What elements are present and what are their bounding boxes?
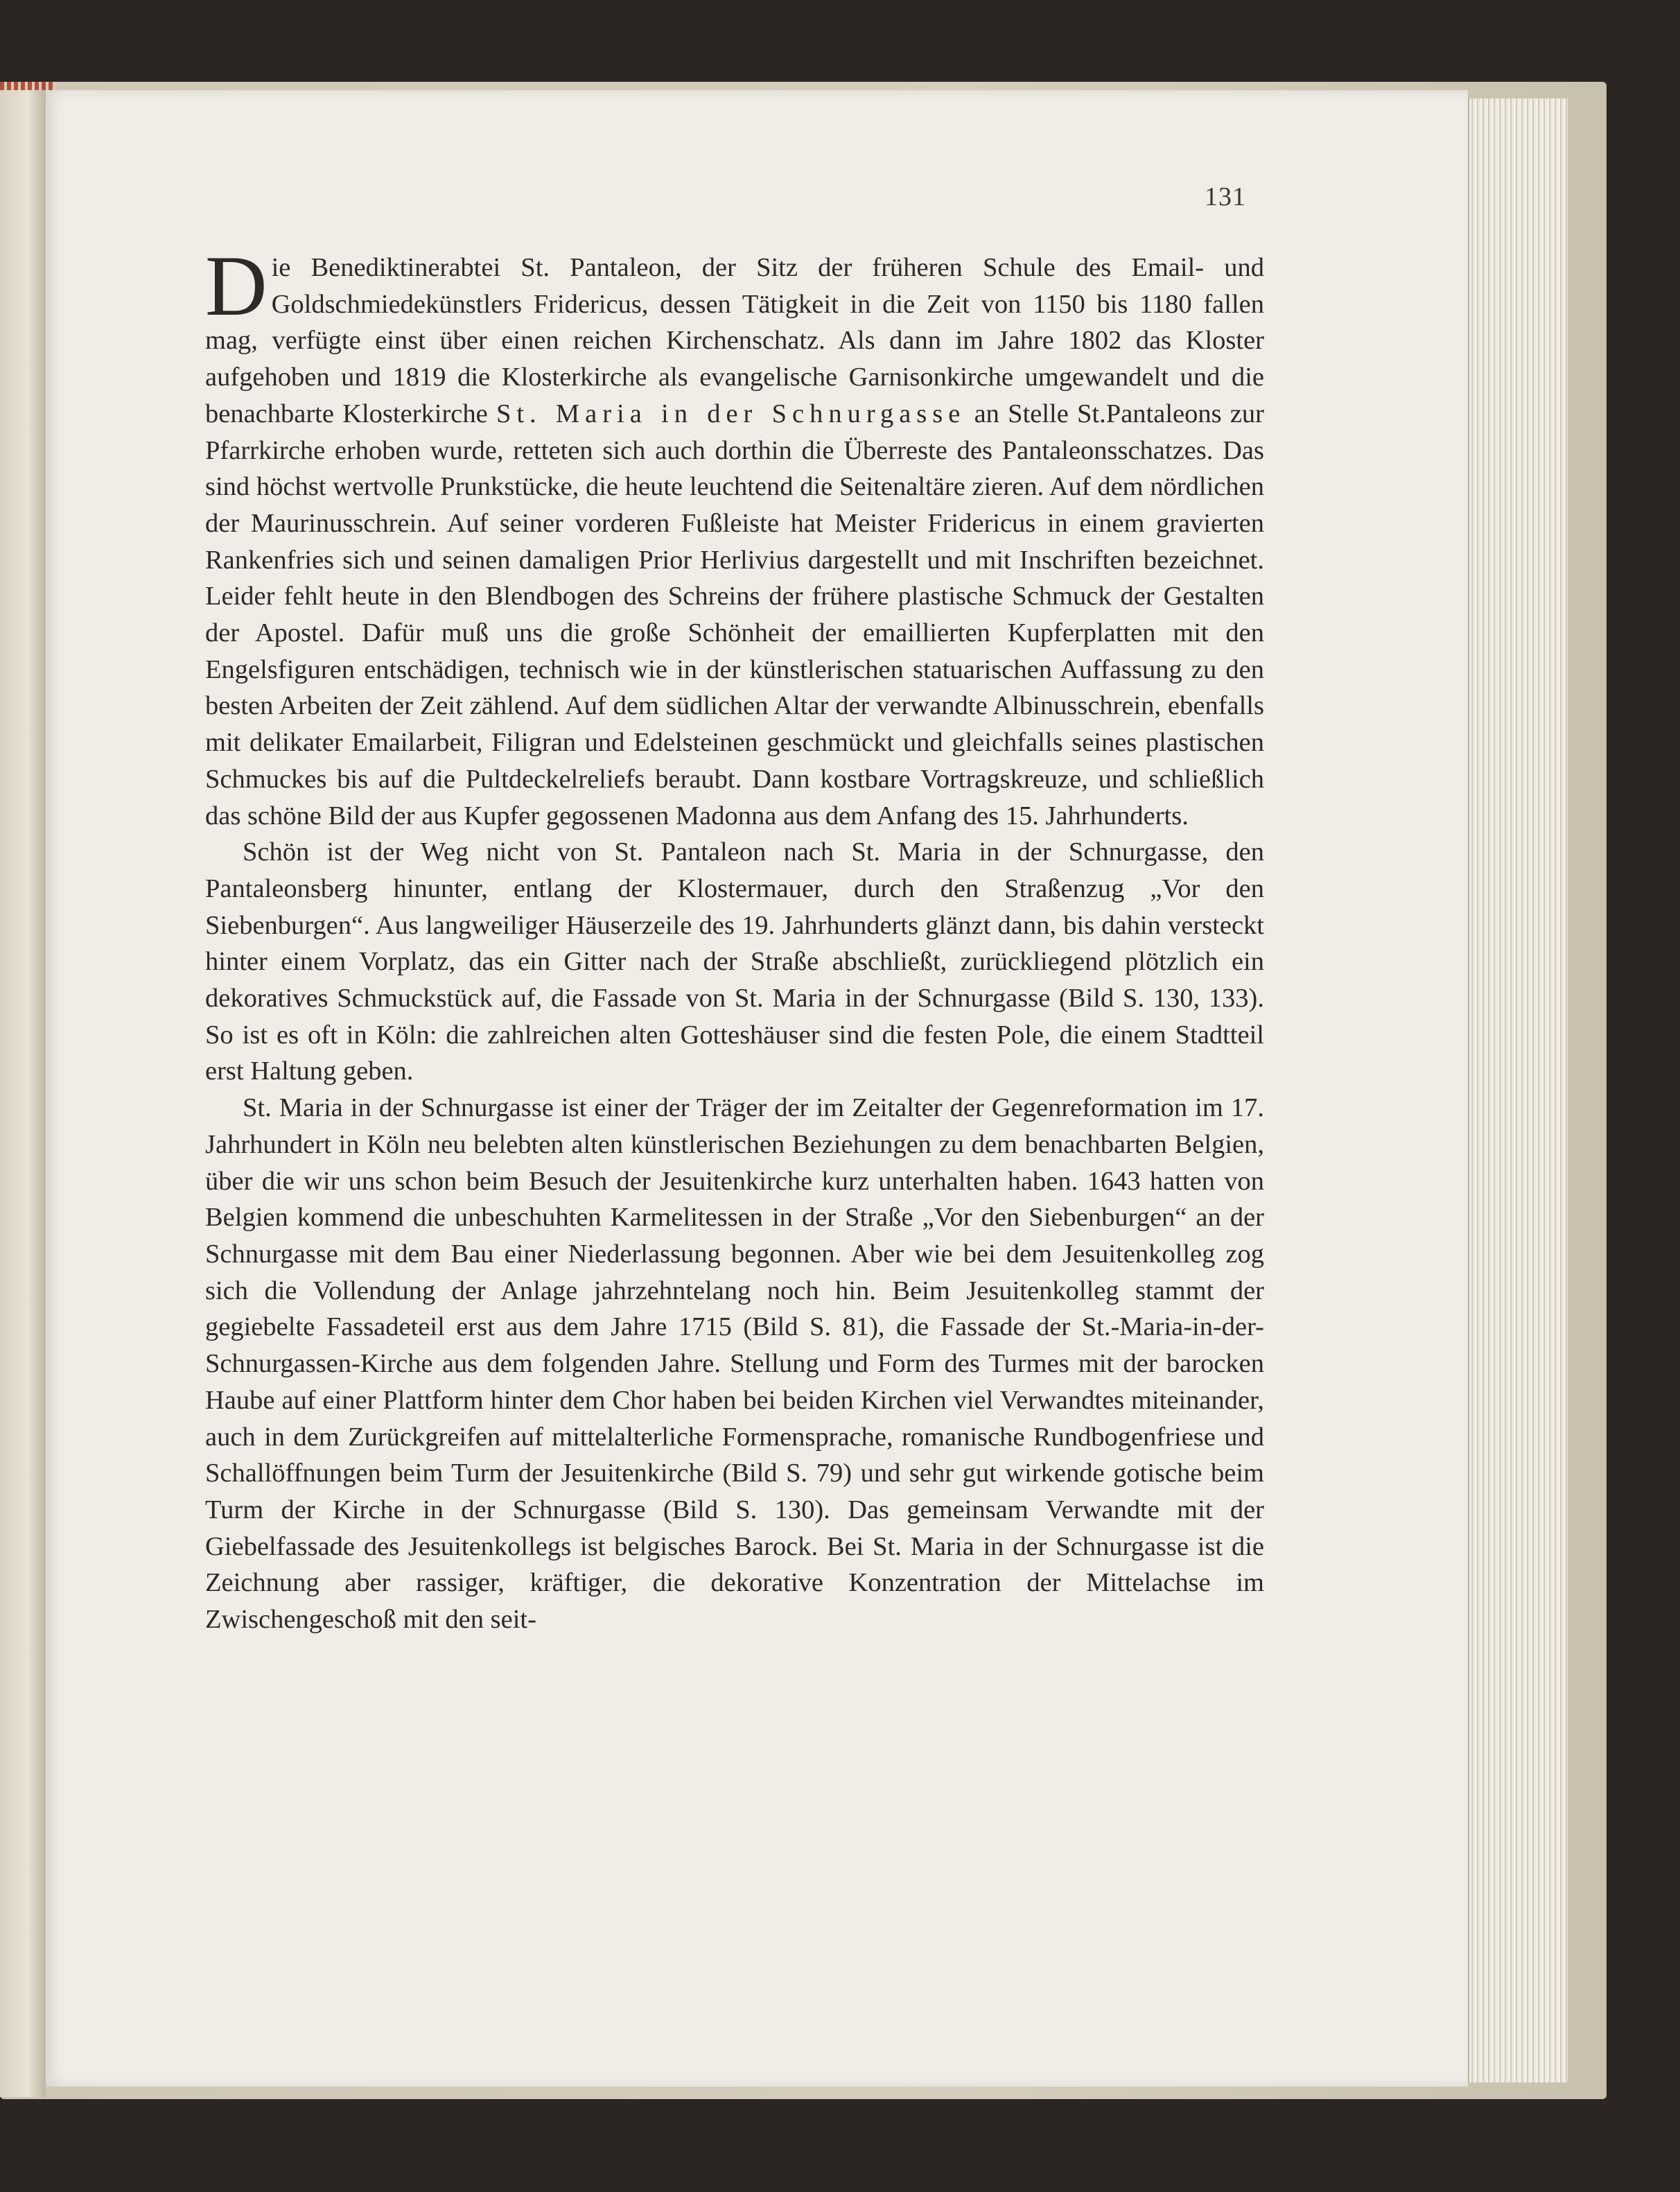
paragraph-text: ie Benediktinerabtei St. Pantaleon, der Sitz der früheren Schule des Email- und Goldschmiedekünstlers Fridericus, dessen Tätigkeit in die Zeit von 1150 bis 1180 fallen mag, verfügte einst über einen reichen Kirchenschatz. Als dann im Jahre 1802 das Kloster aufgehoben und 1819 die Klosterkirche als evangelische Garnisonkirche umgewandelt und die benachbarte Klosterkirche — [205, 253, 1264, 428]
paragraph: St. Maria in der Schnurgasse ist einer der Träger der im Zeitalter der Gegenreformation im 17. Jahrhundert in Köln neu belebten alten künstlerischen Beziehungen zu dem benachbarten Belgien, über die wir uns schon beim Besuch der Jesuitenkirche kurz unterhalten haben. 1643 hatten von Belgien kommend die unbeschuhten Karmelitessen in der Straße „Vor den Siebenburgen“ an der Schnurgasse mit dem Bau einer Niederlassung begonnen. Aber wie bei dem Jesuitenkolleg zog sich die Vollendung der Anlage jahrzehntelang noch hin. Beim Jesuitenkolleg stammt der gegiebelte Fassadeteil erst aus dem Jahre 1715 (Bild S. 81), die Fassade der St.-Maria-in-der-Schnurgassen-Kirche aus dem folgenden Jahre. Stellung und Form des Turmes mit der barocken Haube auf einer Plattform hinter dem Chor haben bei beiden Kirchen viel Verwandtes miteinander, auch in dem Zurückgreifen auf mittelalterliche Formensprache, romanische Rundbogenfriese und Schallöffnungen beim Turm der Jesuitenkirche (Bild S. 79) und sehr gut wirkende gotische beim Turm der Kirche in der Schnurgasse (Bild S. 130). Das gemeinsam Verwandte mit der Giebelfassade des Jesuitenkollegs ist belgisches Barock. Bei St. Maria in der Schnurgasse ist die Zeichnung aber rassiger, kräftiger, die dekorative Konzentration der Mittelachse im Zwischengeschoß mit den seit- — [205, 1093, 1264, 1635]
paragraph-text: an Stelle St.Pantaleons zur Pfarrkirche erhoben wurde, retteten sich auch dorthin die Überreste des Pantaleonsschatzes. Das sind höchst wertvolle Prunkstücke, die heute leuchtend die Seitenaltäre zieren. Auf dem nördlichen der Maurinusschrein. Auf seiner vorderen Fußleiste hat Meister Fridericus in einem gravierten Rankenfries sich und seinen damaligen Prior Herlivius dargestellt und mit Inschriften bezeichnet. Leider fehlt heute in den Blendbogen des Schreins der frühere plastische Schmuck der Gestalten der Apostel. Dafür muß uns die große Schönheit der emaillierten Kupferplatten mit den Engelsfiguren entschädigen, technisch wie in der künstlerischen statuarischen Auffassung zu den besten Arbeiten der Zeit zählend. Auf dem südlichen Altar der verwandte Albinusschrein, ebenfalls mit delikater Emailarbeit, Filigran und Edelsteinen geschmückt und gleichfalls seines plastischen Schmuckes bis auf die Pultdeckelreliefs beraubt. Dann kostbare Vortragskreuze, und schließlich das schöne Bild der aus Kupfer gegossenen Madonna aus dem Anfang des 15. Jahrhunderts. — [205, 399, 1264, 830]
body-text — [205, 238, 1264, 1638]
spaced-emphasis: St. Maria in der Schnurgasse — [496, 399, 966, 428]
drop-cap: D — [205, 238, 268, 333]
paragraph — [205, 238, 1264, 834]
page-edge-stack — [1468, 98, 1568, 2082]
previous-page-edge — [0, 90, 46, 2097]
page-number: 131 — [1205, 182, 1246, 211]
paragraph: Schön ist der Weg nicht von St. Pantaleon nach St. Maria in der Schnurgasse, den Pantaleonsberg hinunter, entlang der Klostermauer, durch den Straßenzug „Vor den Siebenburgen“. Aus langweiliger Häuserzeile des 19. Jahrhunderts glänzt dann, bis dahin versteckt hinter einem Vorplatz, das ein Gitter nach der Straße abschließt, zurückliegend plötzlich ein dekoratives Schmuckstück auf, die Fassade von St. Maria in der Schnurgasse (Bild S. 130, 133). So ist es oft in Köln: die zahlreichen alten Gotteshäuser sind die festen Pole, die einem Stadtteil erst Haltung geben. — [205, 837, 1264, 1086]
